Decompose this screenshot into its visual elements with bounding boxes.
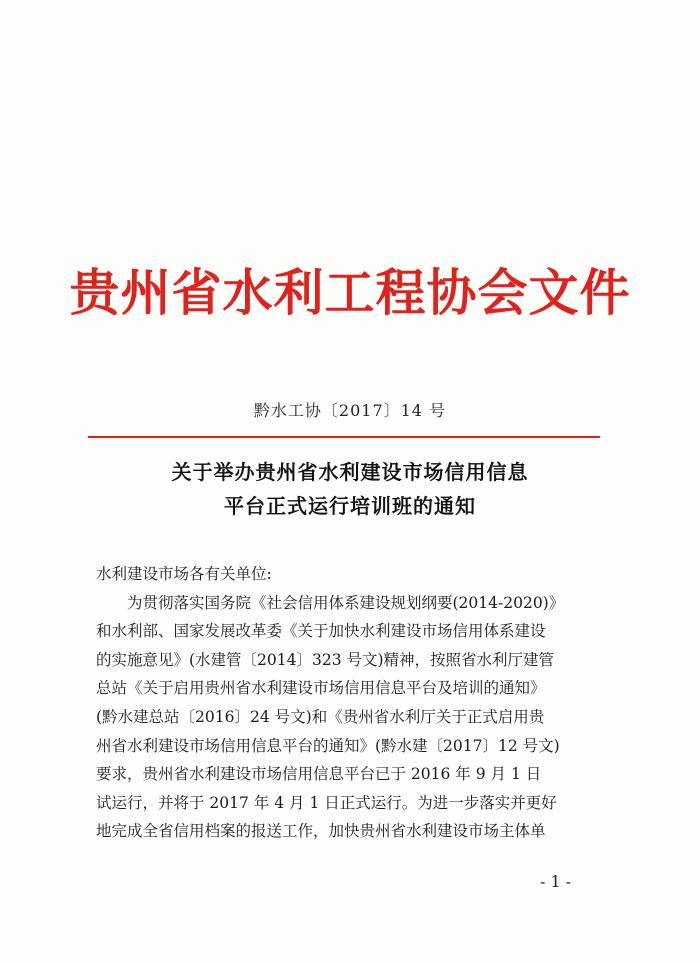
document-masthead: 贵州省水利工程协会文件 (69, 263, 631, 322)
body-line: 地完成全省信用档案的报送工作，加快贵州省水利建设市场主体单 (96, 822, 546, 841)
body-line: 的实施意见》(水建管〔2014〕323 号文)精神，按照省水利厅建管 (96, 650, 555, 669)
notice-title-line-1: 关于举办贵州省水利建设市场信用信息 (171, 460, 529, 484)
body-line: 州省水利建设市场信用信息平台的通知》(黔水建〔2017〕12 号文) (96, 736, 560, 755)
body-line: 总站《关于启用贵州省水利建设市场信用信息平台及培训的通知》 (96, 679, 546, 698)
body-line: 为贯彻落实国务院《社会信用体系建设规划纲要(2014-2020)》 (96, 593, 565, 612)
body-line: 和水利部、国家发展改革委《关于加快水利建设市场信用体系建设 (96, 622, 546, 641)
notice-title-line-2: 平台正式运行培训班的通知 (224, 494, 476, 518)
body-line: (黔水建总站〔2016〕24 号文)和《贵州省水利厅关于正式启用贵 (96, 707, 545, 726)
body-line: 试运行，并将于 2017 年 4 月 1 日正式运行。为进一步落实并更好 (96, 793, 557, 812)
body-line: 要求，贵州省水利建设市场信用信息平台已于 2016 年 9 月 1 日 (96, 765, 542, 784)
notice-body (96, 560, 616, 846)
red-divider-line (88, 436, 600, 438)
page-number: - 1 - (540, 872, 572, 891)
salutation: 水利建设市场各有关单位: (96, 565, 272, 583)
document-number: 黔水工协〔2017〕14 号 (253, 401, 447, 420)
